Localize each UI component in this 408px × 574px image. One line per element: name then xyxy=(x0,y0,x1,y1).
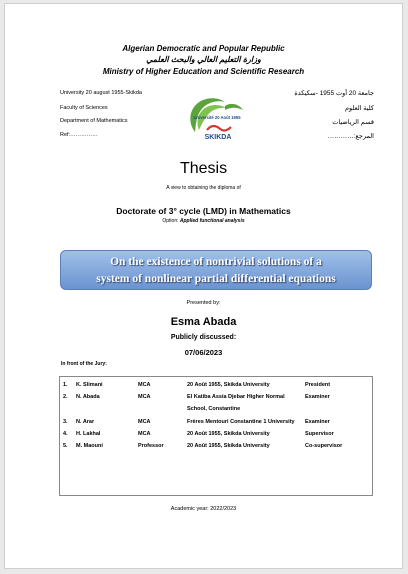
jury-role: Examiner xyxy=(305,394,330,401)
jury-rank: MCA xyxy=(138,394,151,401)
jury-row xyxy=(63,391,367,415)
thesis-title-line-1: On the existence of nontrivial solutions of a xyxy=(110,256,322,268)
ministry-name: Ministry of Higher Education and Scientific Research xyxy=(102,67,305,76)
jury-role: Co-supervisor xyxy=(305,443,343,450)
option-label: Option: xyxy=(162,218,179,224)
document-page xyxy=(4,3,403,569)
jury-row xyxy=(63,379,367,391)
diploma-intro: A view to obtaining the diploma of xyxy=(166,185,241,191)
jury-member-name: K. Slimani xyxy=(76,382,103,388)
option-value: Applied functional analysis xyxy=(179,218,245,224)
jury-table-box xyxy=(59,376,373,496)
jury-institution: El Katiba Assia Djebar Higher Normal School, Constantine xyxy=(187,394,285,413)
jury-institution: 20 Août 1955, Skikda University xyxy=(187,443,270,450)
jury-number: 5. xyxy=(63,443,68,450)
jury-role: Examiner xyxy=(305,418,330,425)
jury-member-name: M. Maouni xyxy=(76,443,103,450)
faculty-name: Faculty of Sciences xyxy=(60,105,108,111)
jury-number: 1. xyxy=(63,382,68,388)
thesis-title-line-2: system of nonlinear partial differential equations xyxy=(96,273,336,285)
jury-number: 3. xyxy=(63,418,68,425)
jury-row xyxy=(63,428,367,440)
jury-row xyxy=(63,440,367,452)
jury-number: 4. xyxy=(63,430,68,437)
university-name: University 20 august 1955-Skikda xyxy=(60,90,142,96)
jury-member-name: N. Abada xyxy=(76,394,100,401)
university-name-arabic: جامعة 20 أوت 1955 -سكيكدة xyxy=(294,90,374,97)
department-name-arabic: قسم الرياضيات xyxy=(332,119,374,126)
ministry-arabic: وزارة التعليم العالي والبحث العلمي xyxy=(146,55,261,64)
presented-by-label: Presented by: xyxy=(186,300,221,306)
university-logo-icon xyxy=(181,92,249,142)
jury-label: In front of the Jury: xyxy=(61,361,107,367)
academic-year: Academic year: 2022/2023 xyxy=(170,506,237,512)
jury-rank: Professor xyxy=(138,443,164,450)
jury-role: Supervisor xyxy=(305,430,334,437)
jury-rank: MCA xyxy=(138,418,151,425)
jury-row xyxy=(63,416,367,428)
department-name: Department of Mathematics xyxy=(60,118,128,124)
reference-field: Ref:…………… xyxy=(60,132,98,138)
option-line xyxy=(5,218,402,224)
logo-name: SKIKDA xyxy=(204,134,232,141)
document-type-title: Thesis xyxy=(179,160,228,177)
reference-field-arabic: المرجع:………… xyxy=(327,133,374,140)
defense-date: 07/06/2023 xyxy=(184,348,223,357)
jury-institution: 20 Août 1955, Skikda University xyxy=(187,382,270,388)
faculty-name-arabic: كلية العلوم xyxy=(345,105,374,112)
jury-table xyxy=(63,379,367,452)
jury-number: 2. xyxy=(63,394,68,401)
doctorate-title: Doctorate of 3° cycle (LMD) in Mathematics xyxy=(116,206,291,216)
thesis-title-box xyxy=(60,250,372,290)
jury-member-name: H. Lakhal xyxy=(76,430,101,437)
jury-role: President xyxy=(305,382,331,388)
discussed-label: Publicly discussed: xyxy=(170,334,237,341)
logo-arc-text: Université 20 Août 1955 xyxy=(193,115,241,120)
jury-member-name: N. Arar xyxy=(76,418,95,425)
jury-institution: 20 Août 1955, Skikda University xyxy=(187,430,270,437)
jury-rank: MCA xyxy=(138,430,151,437)
jury-institution: Frères Mentouri Constantine 1 University xyxy=(187,418,295,425)
country-name: Algerian Democratic and Popular Republic xyxy=(122,44,285,53)
author-name: Esma Abada xyxy=(170,316,237,328)
jury-rank: MCA xyxy=(138,382,151,388)
